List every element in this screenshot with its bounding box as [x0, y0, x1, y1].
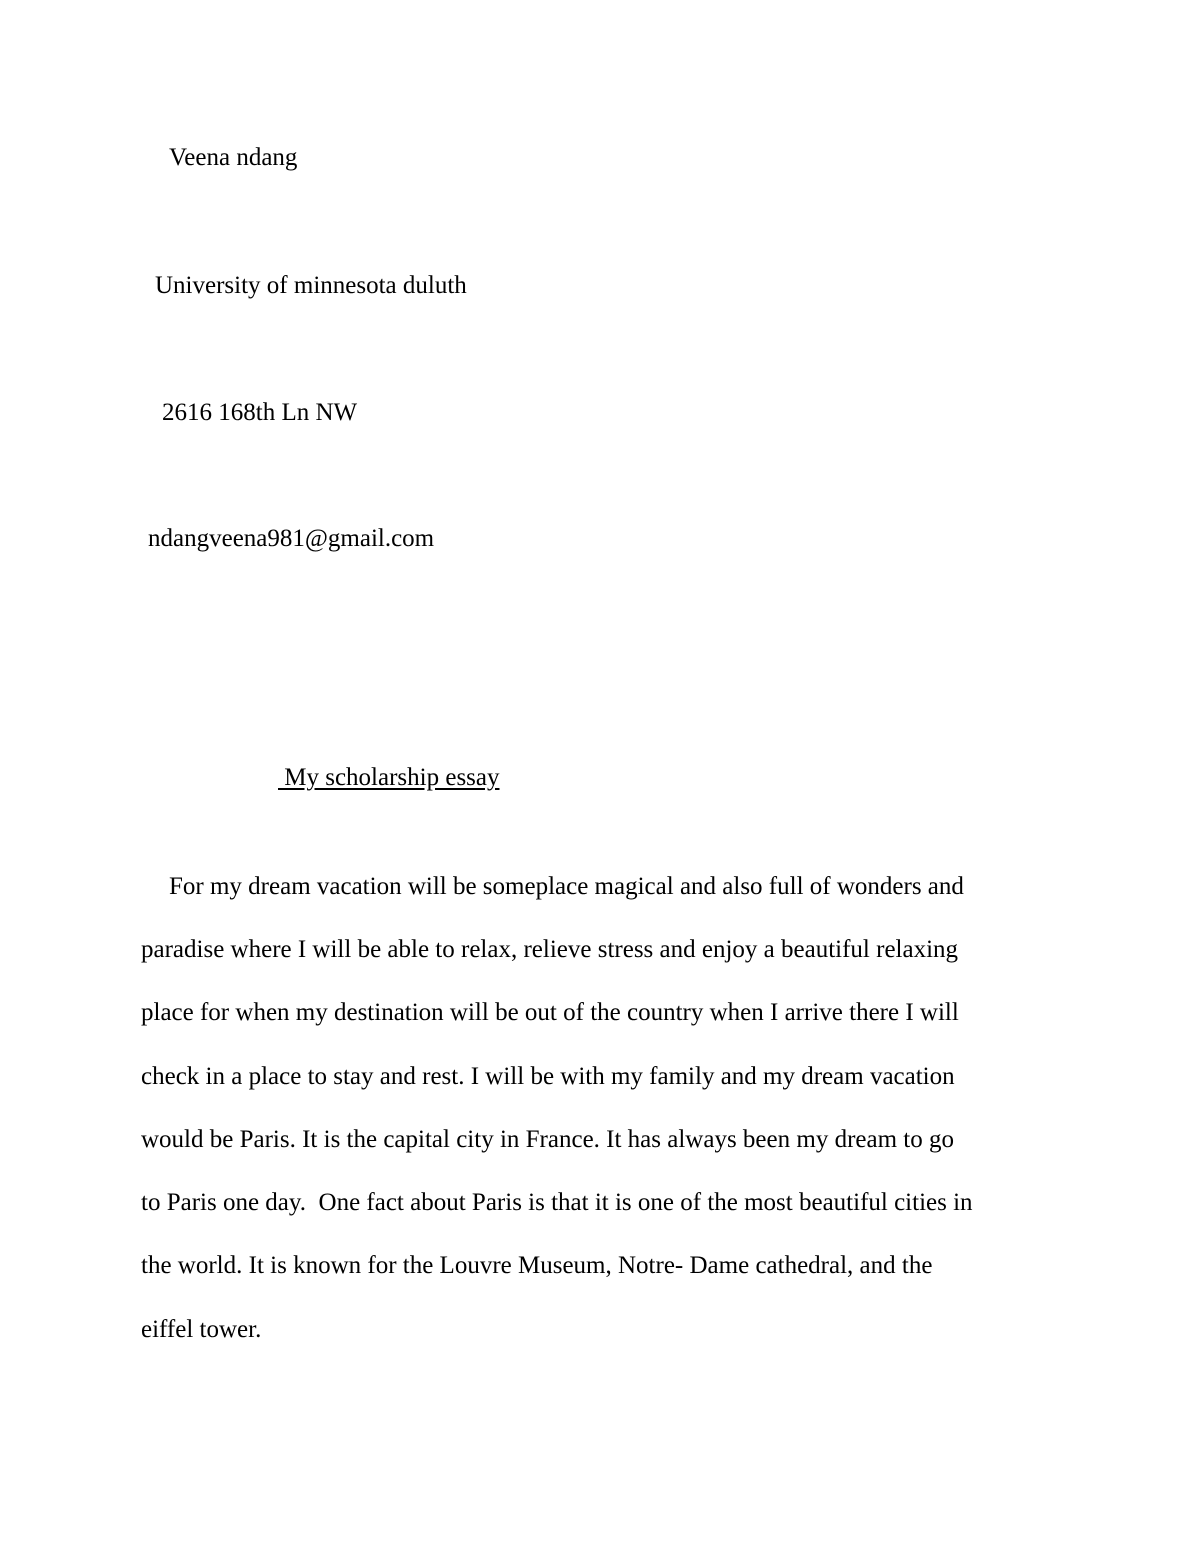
email-address: ndangveena981@gmail.com [148, 525, 435, 552]
street-address: 2616 168th Ln NW [162, 399, 358, 426]
essay-line: place for when my destination will be out of the country when I arrive there I will [141, 999, 959, 1026]
essay-line: the world. It is known for the Louvre Museum, Notre- Dame cathedral, and the [141, 1252, 933, 1279]
essay-title: My scholarship essay [278, 764, 500, 791]
essay-line: check in a place to stay and rest. I will be with my family and my dream vacation [141, 1063, 955, 1090]
essay-line: to Paris one day. One fact about Paris is that it is one of the most beautiful cities in [141, 1189, 973, 1216]
essay-line: paradise where I will be able to relax, relieve stress and enjoy a beautiful relaxing [141, 936, 959, 963]
author-name: Veena ndang [169, 144, 298, 171]
essay-line: would be Paris. It is the capital city in France. It has always been my dream to go [141, 1126, 954, 1153]
essay-line: For my dream vacation will be someplace magical and also full of wonders and [169, 873, 964, 900]
essay-line: eiffel tower. [141, 1316, 262, 1343]
university-name: University of minnesota duluth [155, 272, 467, 299]
